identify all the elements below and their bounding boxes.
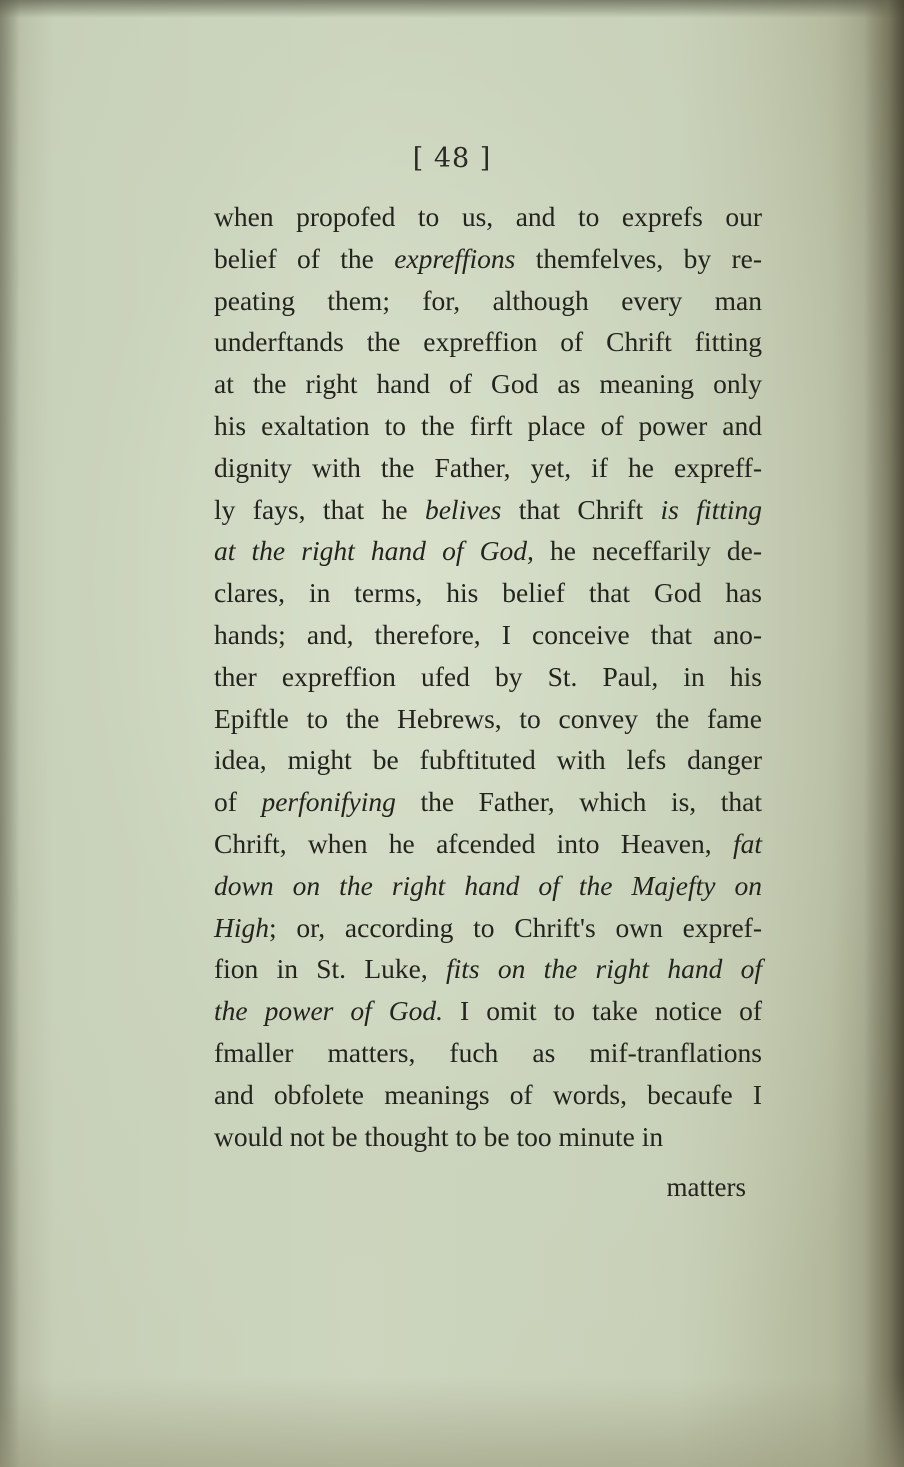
text-segment: when propofed to us, and to exprefs our <box>214 201 762 232</box>
text-line <box>214 698 762 740</box>
text-line <box>214 321 762 363</box>
text-segment: belief of the <box>214 242 395 274</box>
text-segment: would not be thought to be too minute in <box>214 1120 664 1152</box>
italic-text-segment: belives <box>424 493 502 525</box>
text-segment: fmaller matters, fuch as mif-tranflations <box>214 1036 762 1068</box>
text-line <box>214 530 762 572</box>
text-segment: underftands the expreffion of Chrift fitting <box>214 326 762 358</box>
text-line <box>214 363 762 405</box>
text-segment: that Chrift <box>501 493 661 525</box>
text-segment: the Father, which is, that <box>395 786 762 818</box>
text-segment: clares, in terms, his belief that God has <box>214 577 762 609</box>
text-line <box>214 948 762 990</box>
text-segment: and obfolete meanings of words, becaufe I <box>214 1078 762 1110</box>
italic-text-segment: is fitting <box>660 493 762 525</box>
italic-text-segment: perfonifying <box>261 786 396 818</box>
text-line <box>214 865 762 907</box>
text-line <box>214 1074 762 1116</box>
text-segment: idea, might be fubftituted with lefs danger <box>214 744 762 776</box>
text-segment: I omit to take notice of <box>443 995 762 1027</box>
page-edge-stain-bottom <box>0 1377 904 1467</box>
text-segment: peating them; for, although every man <box>214 284 762 316</box>
text-line <box>214 238 762 280</box>
text-line <box>214 489 762 531</box>
text-line <box>214 1032 762 1074</box>
text-segment: Epiftle to the Hebrews, to convey the fame <box>214 702 762 734</box>
text-segment: themfelves, by re- <box>515 242 763 274</box>
text-line <box>214 196 762 238</box>
italic-text-segment: down on the right hand of the Majefty on <box>214 869 762 901</box>
text-segment: ther expreffion ufed by St. Paul, in his <box>214 660 762 692</box>
italic-text-segment: fat <box>732 827 762 859</box>
text-line <box>214 823 762 865</box>
text-segment: ly fays, that he <box>214 493 425 525</box>
page-number: [ 48 ] <box>412 143 492 174</box>
italic-text-segment: expreffions <box>394 242 516 274</box>
body-text <box>214 196 762 1157</box>
text-line <box>214 781 762 823</box>
text-line <box>214 572 762 614</box>
italic-text-segment: High <box>214 911 269 943</box>
text-segment: fion in St. Luke, <box>214 953 446 985</box>
catchword: matters <box>666 1172 746 1202</box>
page-edge-shadow-top <box>0 0 904 18</box>
text-segment: at the right hand of God as meaning only <box>214 368 762 400</box>
text-line <box>214 1116 762 1158</box>
text-line <box>214 447 762 489</box>
text-segment: of <box>214 786 262 818</box>
text-segment: dignity with the Father, yet, if he expreff- <box>214 451 762 483</box>
text-line <box>214 280 762 322</box>
page-edge-shadow-right <box>864 0 904 1467</box>
page-edge-shadow-left <box>0 0 20 1467</box>
text-segment: he neceffarily de- <box>533 535 762 567</box>
text-line <box>214 907 762 949</box>
text-segment: Chrift, when he afcended into Heaven, <box>214 827 733 859</box>
text-line <box>214 656 762 698</box>
text-segment: his exaltation to the firft place of power and <box>214 409 762 441</box>
text-line <box>214 990 762 1032</box>
text-line <box>214 614 762 656</box>
italic-text-segment: at the right hand of God, <box>214 535 534 567</box>
italic-text-segment: the power of God. <box>214 995 444 1027</box>
text-line <box>214 739 762 781</box>
italic-text-segment: fits on the right hand of <box>446 953 762 985</box>
text-line <box>214 405 762 447</box>
text-segment: hands; and, therefore, I conceive that ano- <box>214 618 762 650</box>
text-segment: ; or, according to Chrift's own expref- <box>269 911 762 943</box>
